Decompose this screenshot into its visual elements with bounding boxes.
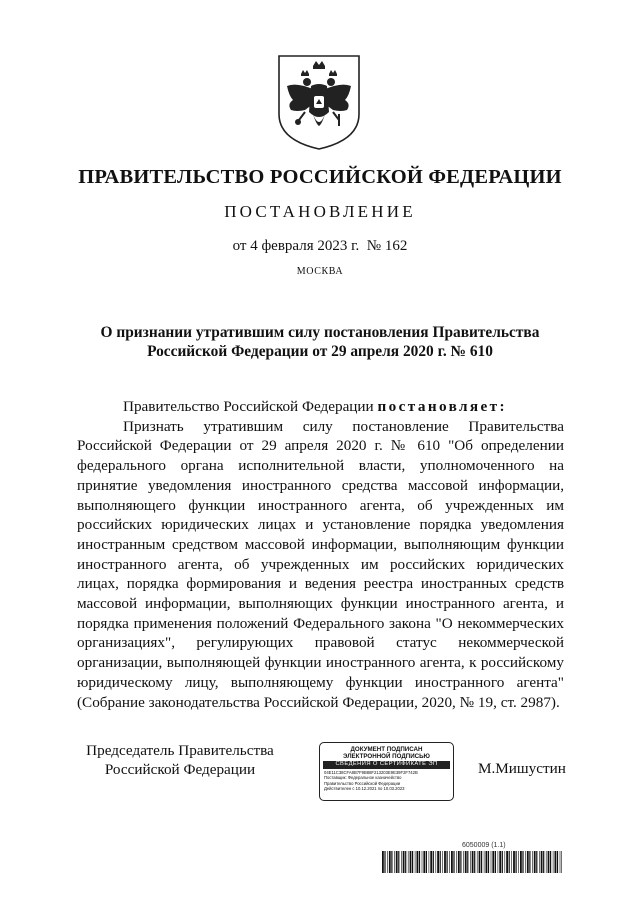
barcode-bar bbox=[442, 851, 443, 873]
barcode-bar bbox=[553, 851, 554, 873]
barcode-bar bbox=[412, 851, 413, 873]
barcode-bar bbox=[433, 851, 434, 873]
barcode-bar bbox=[437, 851, 439, 873]
barcode-bar bbox=[520, 851, 522, 873]
barcode-bar bbox=[491, 851, 492, 873]
signatory-position bbox=[80, 741, 280, 779]
barcode-bar bbox=[458, 851, 460, 873]
barcode-bar bbox=[536, 851, 537, 873]
stamp-line-1: ДОКУМЕНТ ПОДПИСАН bbox=[350, 746, 423, 753]
barcode-bar bbox=[440, 851, 441, 873]
barcode-bar bbox=[525, 851, 526, 873]
stamp-line-2: ЭЛЕКТРОННОЙ ПОДПИСЬЮ bbox=[343, 753, 430, 760]
barcode-bar bbox=[465, 851, 467, 873]
barcode-bar bbox=[560, 851, 561, 873]
barcode-bar bbox=[561, 851, 562, 873]
barcode-bar bbox=[541, 851, 543, 873]
barcode-bar bbox=[403, 851, 405, 873]
barcode-bar bbox=[557, 851, 558, 873]
intro-prefix: Правительство Российской Федерации bbox=[123, 398, 374, 415]
position-line-2: Российской Федерации bbox=[104, 761, 256, 778]
barcode-bar bbox=[511, 851, 512, 873]
barcode-bar bbox=[495, 851, 496, 873]
barcode-bar bbox=[550, 851, 551, 873]
barcode-bar bbox=[423, 851, 425, 873]
barcode-bar bbox=[456, 851, 457, 873]
barcode-bar bbox=[477, 851, 478, 873]
document-code: 6050009 (1.1) bbox=[462, 842, 506, 849]
barcode-bar bbox=[516, 851, 517, 873]
barcode-bar bbox=[527, 851, 529, 873]
document-city: МОСКВА bbox=[296, 266, 344, 277]
barcode-bar bbox=[472, 851, 474, 873]
barcode-bar bbox=[492, 851, 494, 873]
coat-of-arms-icon bbox=[275, 52, 363, 152]
barcode-bar bbox=[498, 851, 499, 873]
subject-line-2: Российской Федерации от 29 апреля 2020 г. № 610 bbox=[147, 343, 493, 360]
barcode-bar bbox=[546, 851, 547, 873]
barcode-bar bbox=[408, 851, 409, 873]
barcode-bar bbox=[555, 851, 557, 873]
subject-line-1: О признании утратившим силу постановления Правительства bbox=[100, 324, 540, 341]
barcode-bar bbox=[447, 851, 448, 873]
stamp-issuer: Поставщик: Федеральное казначейство bbox=[324, 775, 402, 781]
barcode-bar bbox=[389, 851, 391, 873]
barcode-bar bbox=[470, 851, 471, 873]
barcode-bar bbox=[453, 851, 454, 873]
barcode-bar bbox=[505, 851, 506, 873]
barcode-bar bbox=[534, 851, 536, 873]
barcode-bar bbox=[486, 851, 488, 873]
barcode-bar bbox=[548, 851, 550, 873]
barcode-bar bbox=[479, 851, 481, 873]
barcode-bar bbox=[488, 851, 489, 873]
barcode-bar bbox=[410, 851, 412, 873]
position-line-1: Председатель Правительства bbox=[86, 742, 274, 759]
intro-paragraph bbox=[77, 397, 564, 417]
barcode-bar bbox=[506, 851, 508, 873]
barcode-bar bbox=[449, 851, 450, 873]
barcode-bar bbox=[444, 851, 446, 873]
barcode-bar bbox=[394, 851, 395, 873]
barcode-bar bbox=[522, 851, 523, 873]
barcode-bar bbox=[429, 851, 430, 873]
barcode-bar bbox=[460, 851, 461, 873]
barcode-bar bbox=[467, 851, 468, 873]
signatory-name: М.Мишустин bbox=[478, 760, 566, 777]
barcode-bar bbox=[484, 851, 485, 873]
stamp-validity: Действителен с 10.12.2021 по 10.03.2023 bbox=[324, 786, 405, 792]
barcode-bar bbox=[384, 851, 385, 873]
barcode-bar bbox=[391, 851, 392, 873]
document-date-number: от 4 февраля 2023 г. № 162 bbox=[232, 238, 408, 254]
stamp-owner: Правительство Российской Федерации bbox=[324, 780, 401, 786]
electronic-signature-stamp bbox=[319, 742, 454, 801]
barcode-bar bbox=[436, 851, 437, 873]
stamp-serial: 04E11C38CFA8B7F9B88F213203E9E39F2F742B bbox=[324, 769, 418, 775]
barcode-bar bbox=[405, 851, 406, 873]
barcode-bar bbox=[417, 851, 419, 873]
barcode-bar bbox=[430, 851, 432, 873]
barcode-icon bbox=[382, 851, 562, 873]
main-paragraph: Признать утратившим силу постановление Правительства Российской Федерации от 29 апреля 2020 г. № 610 "Об определении федерального органа исполнительной власти, уполномоченного на принятие уведомления иностранного средства массовой информации, выполняющего функции иностранного агента, об учрежденных им российских юридических лицах и установление порядка уведомления иностранным средством массовой информации, выполняющим функции иностранного агента, об учрежденных им российских юридических лицах, порядка формирования и ведения реестра иностранных средств массовой информации, выполняющих функции иностранного агента, и порядка применения положений Федерального закона "О некоммерческих организациях", регулирующих правовой статус некоммерческой организации, выполняющей функции иностранного агента, к российскому юридическому лицу, выполняющему функции иностранного агента" (Собрание законодательства Российской Федерации, 2020, № 19, ст. 2987). bbox=[77, 417, 564, 711]
barcode-bar bbox=[451, 851, 453, 873]
barcode-bar bbox=[509, 851, 510, 873]
stamp-certificate-bar: СВЕДЕНИЯ О СЕРТИФИКАТЕ ЭП bbox=[323, 761, 450, 769]
barcode-bar bbox=[387, 851, 388, 873]
barcode-bar bbox=[532, 851, 533, 873]
barcode-bar bbox=[415, 851, 416, 873]
document-body bbox=[77, 397, 564, 712]
barcode-bar bbox=[398, 851, 399, 873]
coat-of-arms-icon-graphic bbox=[275, 52, 363, 152]
intro-decree-word: постановляет: bbox=[377, 398, 507, 415]
barcode-bar bbox=[474, 851, 475, 873]
barcode-bar bbox=[513, 851, 515, 873]
barcode-bar bbox=[529, 851, 530, 873]
barcode-bar bbox=[543, 851, 544, 873]
barcode-bar bbox=[419, 851, 420, 873]
barcode-bar bbox=[463, 851, 464, 873]
barcode-bar bbox=[539, 851, 540, 873]
barcode-bar bbox=[426, 851, 427, 873]
barcode-bar bbox=[396, 851, 398, 873]
barcode-bar bbox=[502, 851, 503, 873]
barcode-bar bbox=[401, 851, 402, 873]
government-title: ПРАВИТЕЛЬСТВО РОССИЙСКОЙ ФЕДЕРАЦИИ bbox=[78, 166, 562, 188]
barcode-bar bbox=[422, 851, 423, 873]
barcode-bar bbox=[481, 851, 482, 873]
barcode-bar bbox=[382, 851, 384, 873]
barcode-bar bbox=[518, 851, 519, 873]
document-subject bbox=[90, 323, 550, 361]
document-type: ПОСТАНОВЛЕНИЕ bbox=[224, 202, 416, 221]
barcode-bar bbox=[499, 851, 501, 873]
